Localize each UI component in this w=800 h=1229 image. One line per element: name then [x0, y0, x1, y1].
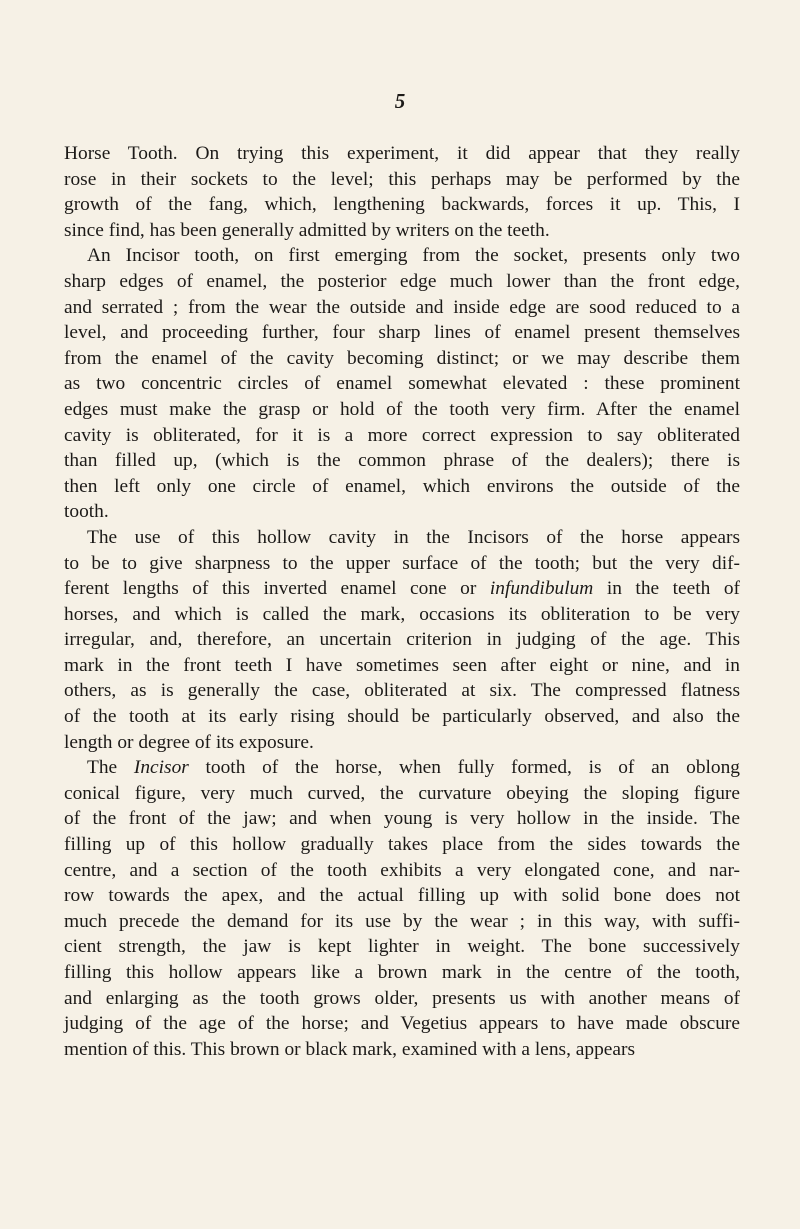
text-line: others, as is generally the case, obliterated at six. The compressed flatness [64, 680, 740, 702]
text-line: of the tooth at its early rising should be particularly observed, and also the [64, 706, 740, 728]
text-line: edges must make the grasp or hold of the tooth very firm. After the enamel [64, 398, 740, 420]
text-line: row towards the apex, and the actual filling up with solid bone does not [64, 885, 740, 907]
text-line: growth of the fang, which, lengthening backwards, forces it up. This, I [64, 194, 740, 216]
text-line: and serrated ; from the wear the outside and inside edge are sood reduced to a [64, 296, 740, 318]
text-line: level, and proceeding further, four sharp lines of enamel present themselves [64, 322, 740, 344]
text-line: to be to give sharpness to the upper surface of the tooth; but the very dif- [64, 552, 740, 574]
text-line: rose in their sockets to the level; this perhaps may be performed by the [64, 168, 740, 190]
text-line-content: The use of this hollow cavity in the Incisors of the horse appears [87, 526, 740, 548]
paragraph-2 [64, 243, 740, 525]
text-line: since find, has been generally admitted by writers on the teeth. [64, 219, 550, 241]
paragraph-1 [64, 141, 740, 243]
text-line: and enlarging as the tooth grows older, presents us with another means of [64, 987, 740, 1009]
text-line: then left only one circle of enamel, which environs the outside of the [64, 475, 740, 497]
text-line-content: The Incisor tooth of the horse, when fully formed, is of an oblong [87, 757, 740, 779]
text-line: ferent lengths of this inverted enamel cone or infundibulum in the teeth of [64, 578, 741, 600]
text-line-indented [64, 525, 740, 551]
text-line: Horse Tooth. On trying this experiment, it did appear that they really [64, 143, 740, 164]
text-line-content: An Incisor tooth, on first emerging from the socket, presents only two [87, 245, 740, 267]
text-line: than filled up, (which is the common phrase of the dealers); there is [64, 450, 740, 472]
paragraph-4 [64, 755, 740, 1062]
text-line: filling this hollow appears like a brown mark in the centre of the tooth, [64, 962, 740, 983]
text-line-indented [64, 755, 740, 781]
text-line: length or degree of its exposure. [64, 731, 314, 753]
text-line: mark in the front teeth I have sometimes seen after eight or nine, and in [64, 654, 740, 676]
italic-term: Incisor [133, 757, 189, 779]
text-line: conical figure, very much curved, the curvature obeying the sloping figure [64, 782, 740, 804]
text-line-indented [64, 243, 740, 269]
text-line: filling up of this hollow gradually takes place from the sides towards the [64, 834, 740, 856]
text-line: sharp edges of enamel, the posterior edge much lower than the front edge, [64, 270, 740, 292]
text-line: tooth. [64, 501, 109, 523]
text-line: irregular, and, therefore, an uncertain criterion in judging of the age. This [64, 629, 740, 651]
text-line: cavity is obliterated, for it is a more correct expression to say obliterated [64, 424, 740, 446]
paragraph-3 [64, 525, 740, 755]
text-line: as two concentric circles of enamel somewhat elevated : these prominent [64, 373, 740, 395]
text-line: centre, and a section of the tooth exhibits a very elongated cone, and nar- [64, 859, 740, 881]
text-line: of the front of the jaw; and when young is very hollow in the inside. The [64, 808, 740, 830]
text-line: mention of this. This brown or black mark, examined with a lens, appears [64, 1038, 635, 1060]
text-line: from the enamel of the cavity becoming distinct; or we may describe them [64, 347, 740, 369]
page-number: 5 [394, 89, 406, 113]
body-text [64, 141, 740, 1062]
text-line: horses, and which is called the mark, occasions its obliteration to be very [64, 603, 740, 625]
text-line: much precede the demand for its use by the wear ; in this way, with suffi- [64, 910, 740, 932]
italic-term: infundibulum [489, 578, 594, 600]
text-line: judging of the age of the horse; and Vegetius appears to have made obscure [64, 1013, 740, 1035]
text-line: cient strength, the jaw is kept lighter in weight. The bone successively [64, 936, 740, 958]
